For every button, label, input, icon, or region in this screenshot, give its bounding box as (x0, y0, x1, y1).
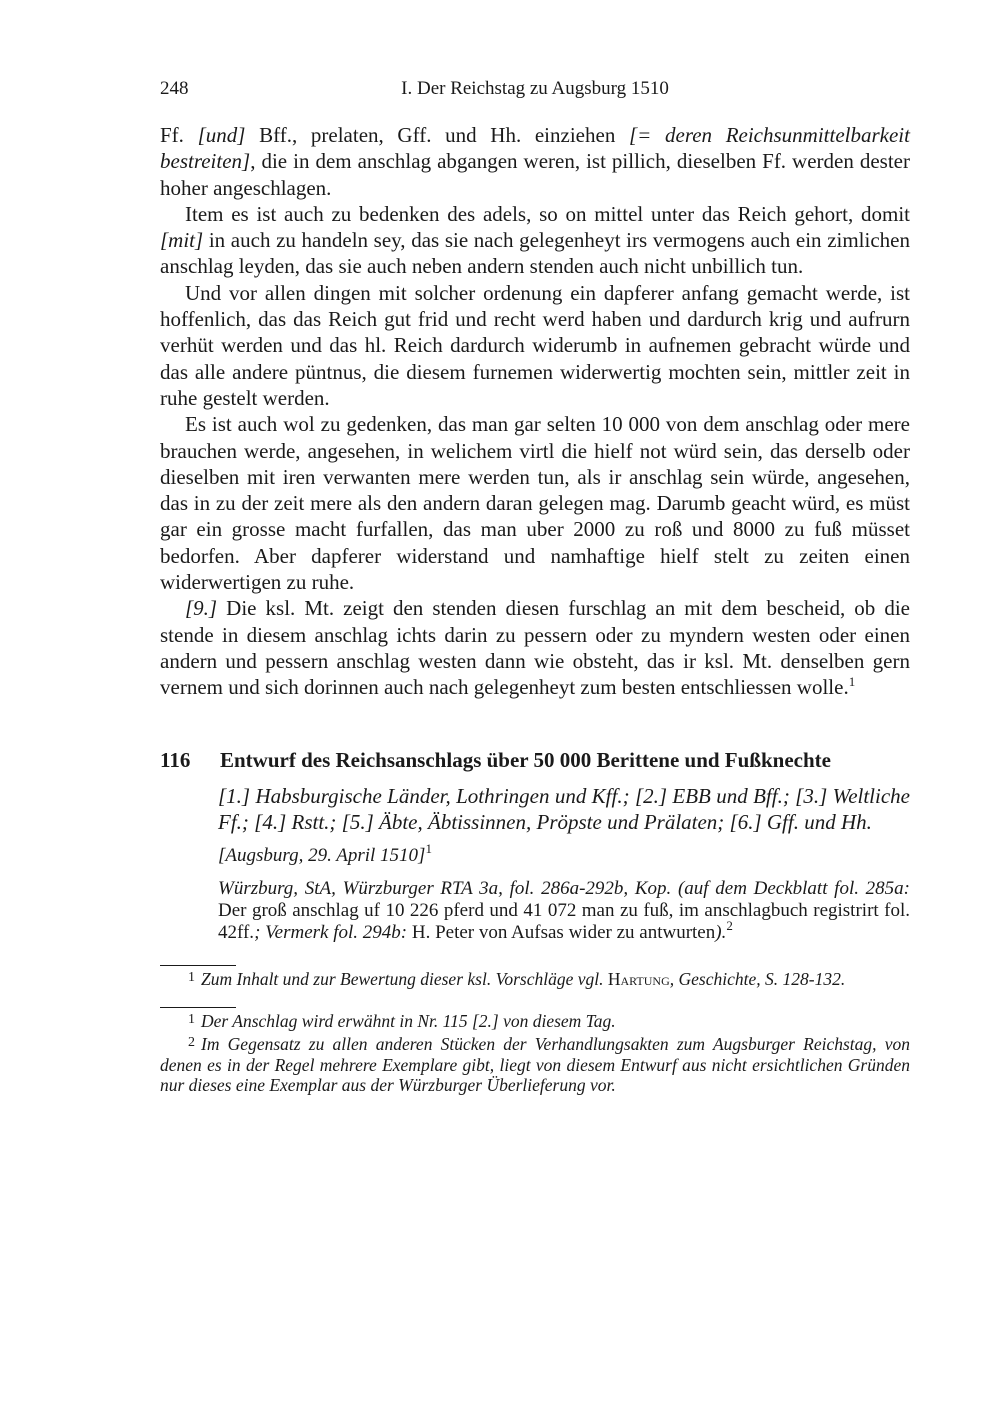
paragraph-4: Es ist auch wol zu gedenken, das man gar selten 10 000 von dem anschlag oder mere brauchen werde, angesehen, in welichem virtl die hielf not würd sein, das derselb oder dieselben mit iren verwanten mere werden tun, als ir anschlag sein würde, angesehen, das in zu der zeit mere als den andern daran gelegen mag. Darumb geacht würd, es müst gar ein grosse macht furfallen, das man uber 2000 zu roß und 8000 zu fuß müsset bedorfen. Aber dapferer widerstand und namhaftige hielf stelt zu zeiten einen widerwertigen zu ruhe. (160, 412, 910, 595)
footnote-ref: 2 (726, 917, 733, 933)
page-number: 248 (160, 78, 189, 99)
document-heading (160, 747, 910, 773)
footnote-number: 1 (188, 970, 195, 986)
footnote-number: 1 (188, 1011, 195, 1027)
main-text (160, 122, 910, 701)
running-title: I. Der Reichstag zu Augsburg 1510 (401, 78, 669, 99)
regest: [1.] Habsburgische Länder, Lothringen und Kff.; [2.] EBB und Bff.; [3.] Weltliche Ff.; [4.] Rstt.; [5.] Äbte, Äbtissinnen, Pröpste und Prälaten; [6.] Gff. und Hh. (218, 783, 910, 835)
document-title: Entwurf des Reichsanschlags über 50 000 Berittene und Fußknechte (220, 747, 831, 772)
running-head (160, 78, 910, 108)
footnote: 1 Zum Inhalt und zur Bewertung dieser ksl. Vorschläge vgl. Hartung, Geschichte, S. 128-132. (188, 969, 846, 990)
footnote-ref: 1 (848, 674, 856, 690)
paragraph-3: Und vor allen dingen mit solcher ordenung ein dapferer anfang gemacht werde, ist hoffenlich, das das Reich gut frid und recht werd haben und dardurch krig und aufrurn verhüt werden und das hl. Reich dardurch widerumb in aufnemen gebracht würde und das alle andere püntnus, die diesem furnemen widerwertig mochten sein, mittler zeit in ruhe gestelt werden. (160, 280, 910, 410)
footnote-number: 2 (188, 1035, 195, 1051)
paragraph-5: [9.] Die ksl. Mt. zeigt den stenden diesen furschlag an mit dem bescheid, ob die stende in diesem anschlag ichts darin zu pessern oder zu myndern westen oder einen andern und pessern anschlag westen dann wie obsteht, das ir ksl. Mt. denselben gern vernem und sich dorinnen auch nach gelegenheyt zum besten entschliessen wolle.$^1$ (160, 596, 910, 700)
paragraph-1: Ff. [und] Bff., prelaten, Gff. und Hh. einziehen [= deren Reichsunmittelbarkeit bestreiten], die in dem anschlag abgangen weren, ist pillich, dieselben Ff. werden dester hoher angeschlagen. (160, 123, 910, 200)
footnote: 1 Der Anschlag wird erwähnt in Nr. 115 [2.] von diesem Tag. (188, 1010, 616, 1031)
page (160, 78, 910, 1096)
footnote: 2 Im Gegensatz zu allen anderen Stücken der Verhandlungsakten zum Augsburger Reichstag, von denen es in der Regel mehrere Exemplare gibt, liegt von diesem Entwurf aus nicht ersichtlichen Gründen nur dieses eine Exemplar aus der Würzburger Überlieferung vor. (160, 1034, 910, 1096)
document-number: 116 (160, 747, 191, 772)
paragraph-2: Item es ist auch zu bedenken des adels, so on mittel unter das Reich gehort, domit [mit] in auch zu handeln sey, das sie nach gelegenheyt irs vermogens auch ein zimlichen anschlag leyden, das sie auch neben andern stenden auch nicht unbillich tun. (160, 201, 910, 279)
source-note: Würzburg, StA, Würzburger RTA 3a, fol. 286a-292b, Kop. (auf dem Deckblatt fol. 285a: Der groß anschlag uf 10 226 pferd und 41 072 man zu fuß, im anschlagbuch registrirt fol. 42ff.; Vermerk fol. 294b: H. Peter von Aufsas wider zu antwurten).$^2$ (218, 877, 910, 943)
document-metadata (218, 783, 910, 945)
footnote-ref: 1 (425, 840, 432, 856)
document-date: [Augsburg, 29. April 1510]$^1$ (218, 840, 432, 866)
author-name: Hartung (607, 969, 670, 990)
footnote-rule (160, 1007, 236, 1008)
footnote-rule (160, 965, 236, 966)
